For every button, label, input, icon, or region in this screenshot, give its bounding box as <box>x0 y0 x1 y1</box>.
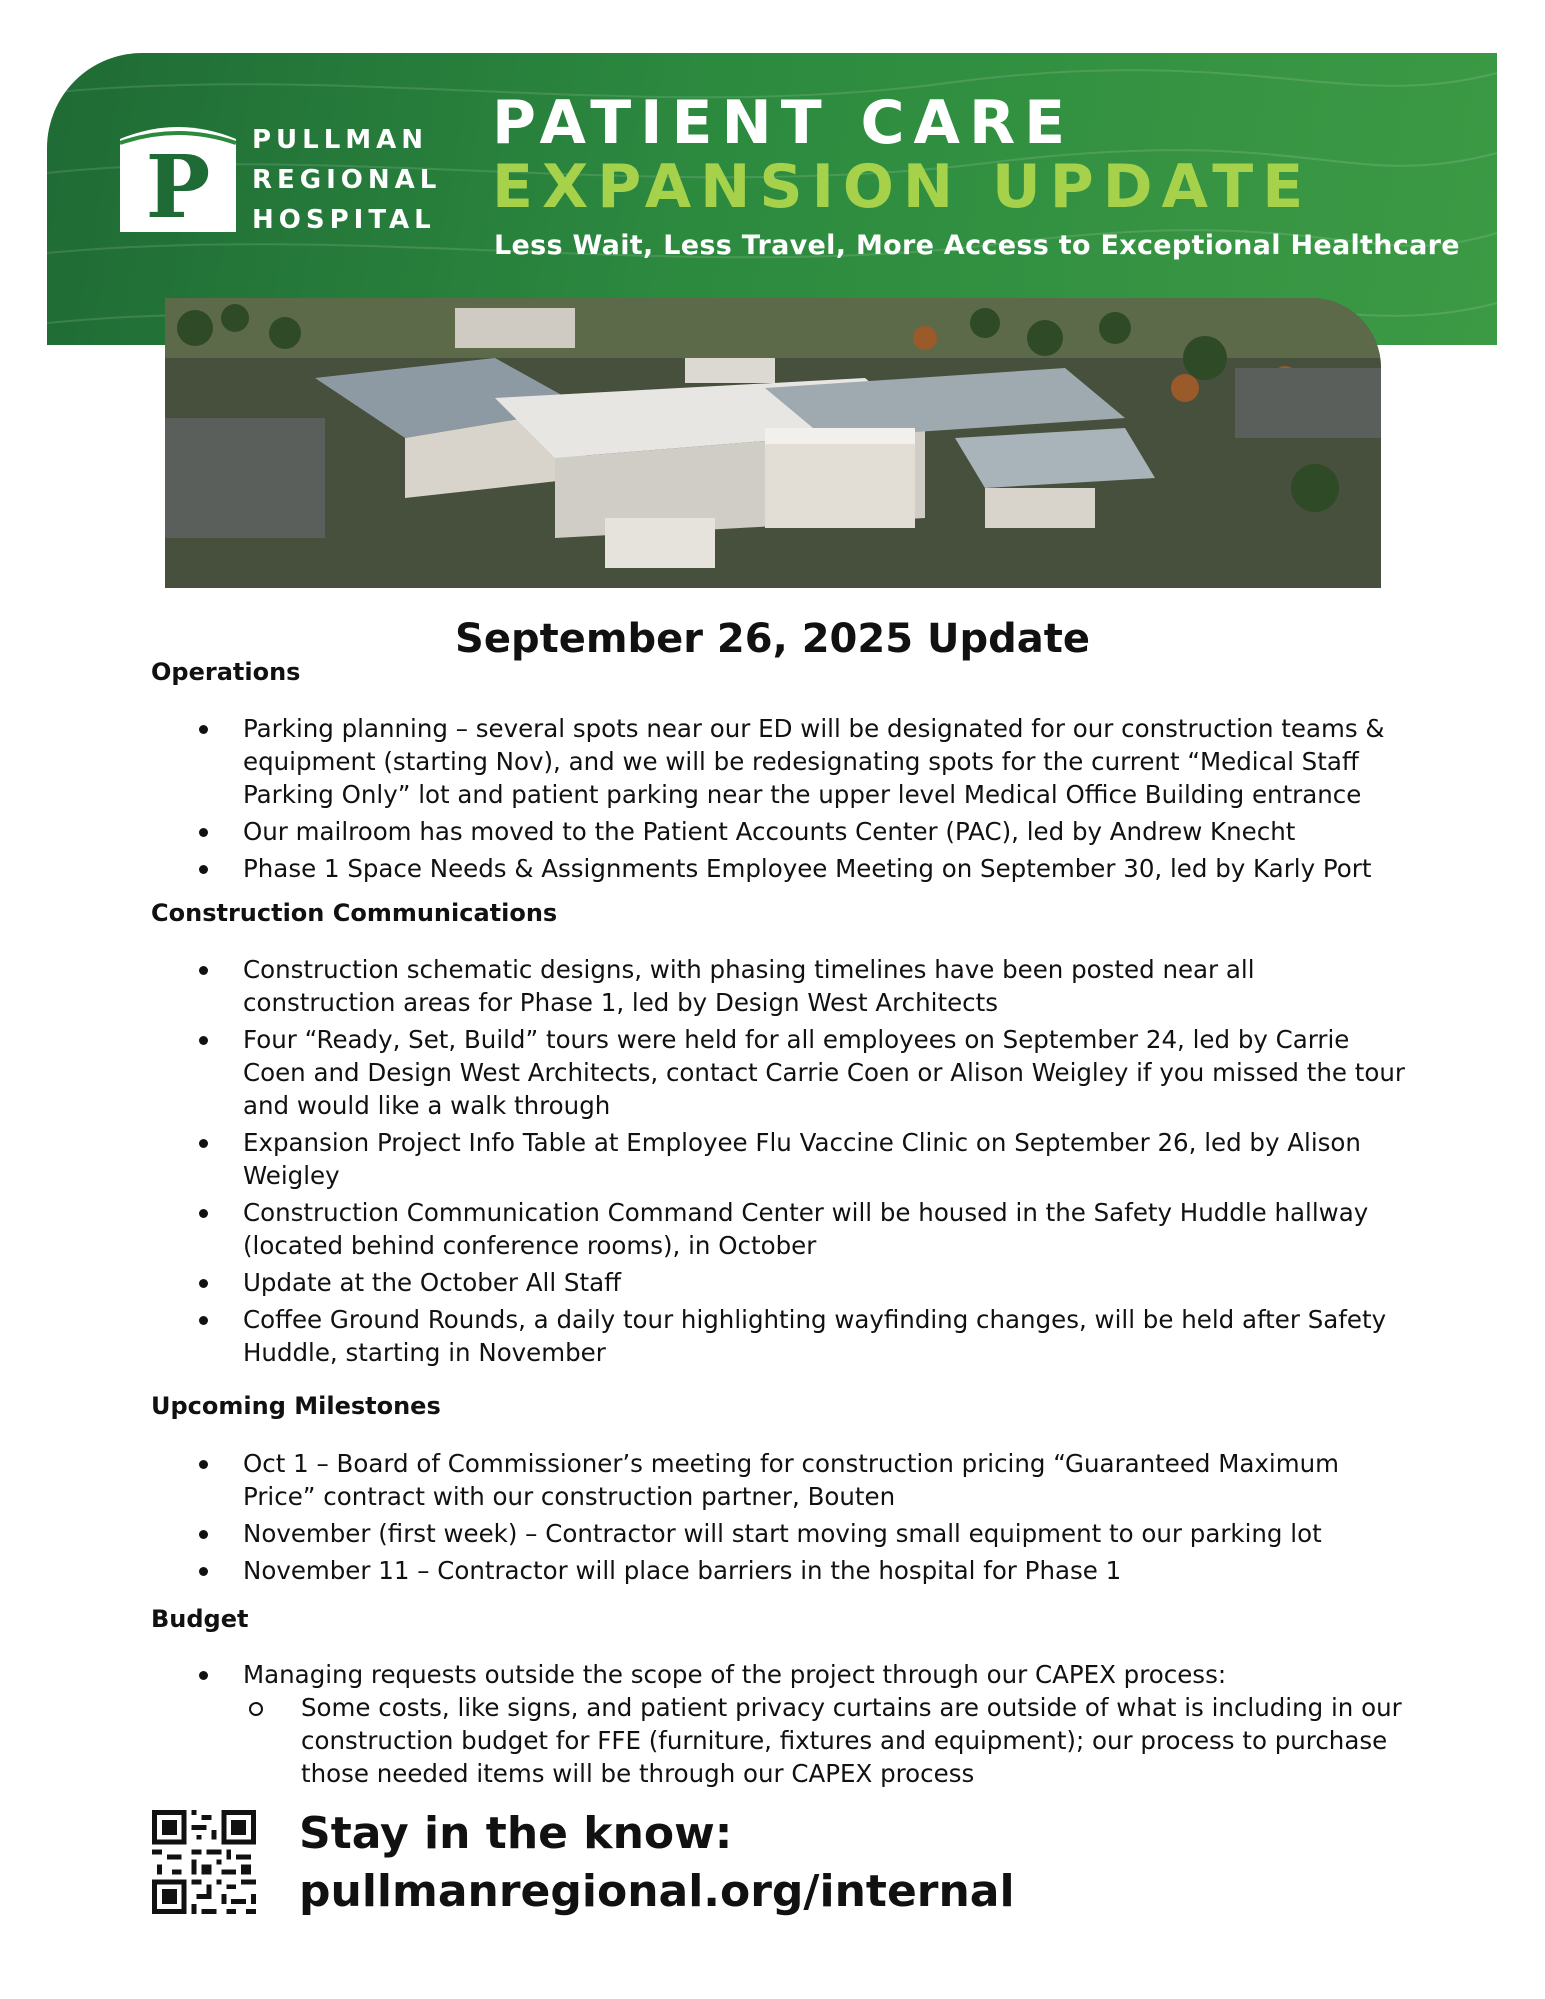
bullet-icon <box>199 828 208 837</box>
milestones-list <box>151 1447 1411 1591</box>
hospital-name <box>252 120 452 240</box>
logo-line-2: REGIONAL <box>252 165 442 195</box>
list-item: Construction Communication Command Center will be housed in the Safety Huddle hallway (located behind conference rooms), in October <box>151 1196 1411 1262</box>
bullet-icon <box>199 1209 208 1218</box>
tagline: Less Wait, Less Travel, More Access to Exceptional Healthcare <box>494 230 1460 261</box>
bullet-icon <box>199 966 208 975</box>
list-item: Parking planning – several spots near our ED will be designated for our construction teams & equipment (starting Nov), and we will be redesignating spots for the current “Medical Staff Parking Only” lot and patient parking near the upper level Medical Office Building entrance <box>151 712 1411 811</box>
section-heading-budget: Budget <box>151 1605 249 1633</box>
footer-link[interactable]: pullmanregional.org/internal <box>299 1866 1015 1917</box>
list-item: November 11 – Contractor will place barriers in the hospital for Phase 1 <box>151 1554 1411 1587</box>
bullet-icon <box>199 725 208 734</box>
list-item: Four “Ready, Set, Build” tours were held for all employees on September 24, led by Carrie Coen and Design West Architects, contact Carrie Coen or Alison Weigley if you missed the tour and would like a walk through <box>151 1023 1411 1122</box>
list-item: Phase 1 Space Needs & Assignments Employee Meeting on September 30, led by Karly Port <box>151 852 1411 885</box>
hollow-bullet-icon <box>249 1702 263 1716</box>
bullet-icon <box>199 1671 208 1680</box>
sub-list-item: Some costs, like signs, and patient privacy curtains are outside of what is including in our construction budget for FFE (furniture, fixtures and equipment); our process to purchase those needed items will be through our CAPEX process <box>243 1691 1411 1790</box>
budget-sub-list <box>243 1691 1411 1790</box>
bullet-icon <box>199 1567 208 1576</box>
section-heading-upcoming-milestones: Upcoming Milestones <box>151 1392 441 1420</box>
title-line-1: PATIENT CARE <box>492 88 1075 158</box>
hospital-aerial-photo <box>165 298 1381 588</box>
construction-list <box>151 953 1411 1373</box>
list-item: Update at the October All Staff <box>151 1266 1411 1299</box>
footer-stay-in-the-know: Stay in the know: <box>299 1808 733 1859</box>
list-item: Coffee Ground Rounds, a daily tour highlighting wayfinding changes, will be held after Safety Huddle, starting in November <box>151 1303 1411 1369</box>
section-heading-construction-communications: Construction Communications <box>151 899 558 927</box>
logo-line-1: PULLMAN <box>252 125 429 155</box>
section-heading-operations: Operations <box>151 658 301 686</box>
list-item: Expansion Project Info Table at Employee Flu Vaccine Clinic on September 26, led by Alison Weigley <box>151 1126 1411 1192</box>
operations-list <box>151 712 1411 889</box>
list-item: November (first week) – Contractor will start moving small equipment to our parking lot <box>151 1517 1411 1550</box>
list-item: Managing requests outside the scope of the project through our CAPEX process: Some costs, like signs, and patient privacy curtains are outside of what is including in our construction budget for FFE (furniture, fixtures and equipment); our process to purchase those needed items will be through our CAPEX process <box>151 1658 1411 1790</box>
list-item: Construction schematic designs, with phasing timelines have been posted near all construction areas for Phase 1, led by Design West Architects <box>151 953 1411 1019</box>
aerial-illustration <box>165 298 1381 588</box>
update-date-title: September 26, 2025 Update <box>455 616 1090 662</box>
svg-text:P: P <box>145 137 211 232</box>
bullet-icon <box>199 1279 208 1288</box>
list-item: Oct 1 – Board of Commissioner’s meeting for construction pricing “Guaranteed Maximum Price” contract with our construction partner, Bouten <box>151 1447 1411 1513</box>
title-line-2: EXPANSION UPDATE <box>492 152 1313 222</box>
logo-line-3: HOSPITAL <box>252 205 436 235</box>
bullet-icon <box>199 1036 208 1045</box>
bullet-icon <box>199 1139 208 1148</box>
bullet-icon <box>199 1316 208 1325</box>
list-item: Our mailroom has moved to the Patient Accounts Center (PAC), led by Andrew Knecht <box>151 815 1411 848</box>
budget-list <box>151 1658 1411 1794</box>
bullet-icon <box>199 865 208 874</box>
bullet-icon <box>199 1530 208 1539</box>
bullet-icon <box>199 1460 208 1469</box>
qr-code-icon[interactable] <box>152 1810 256 1914</box>
hospital-logo-icon <box>120 121 236 232</box>
